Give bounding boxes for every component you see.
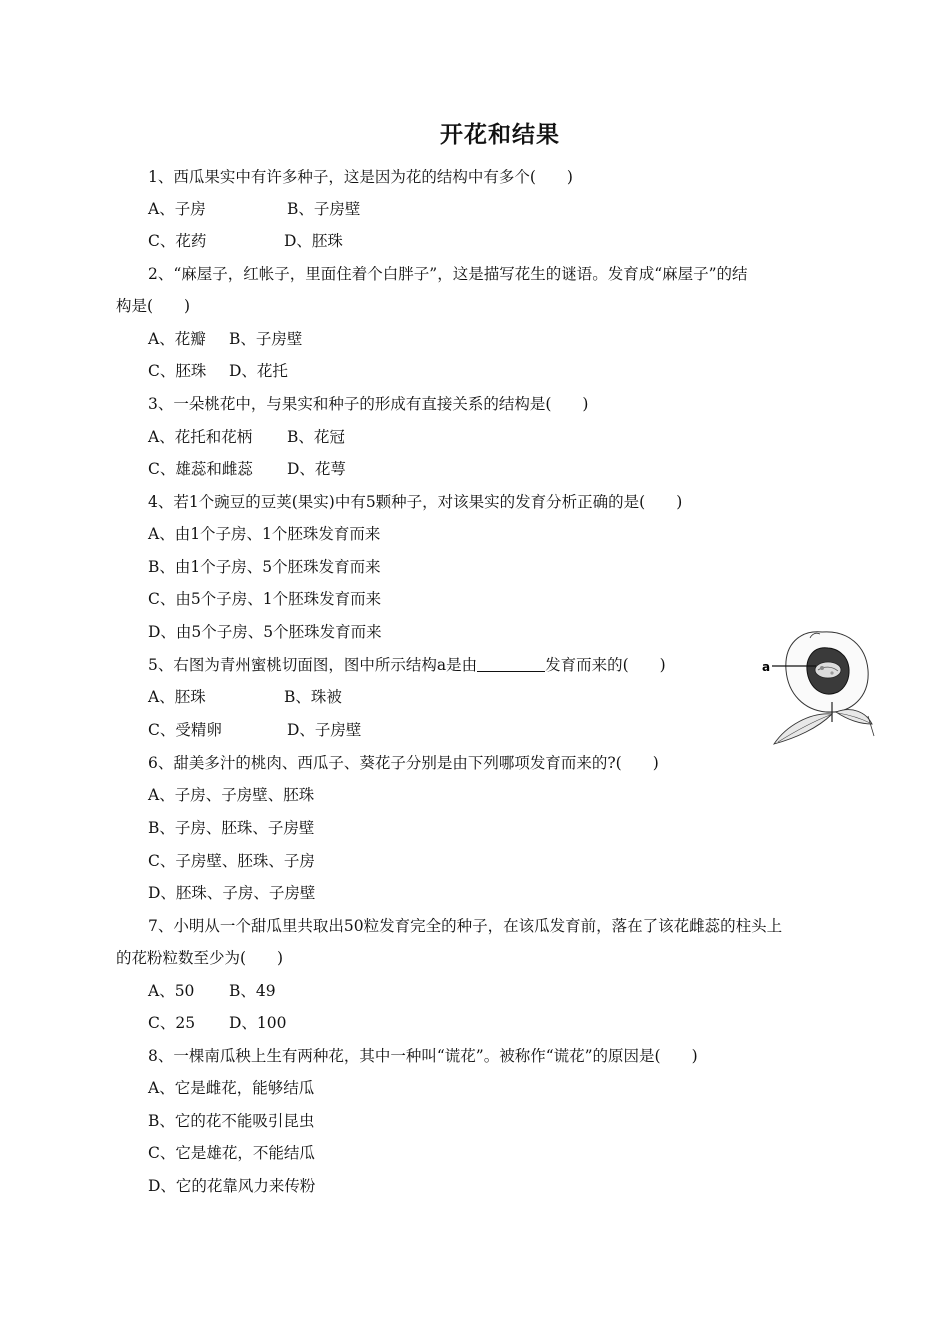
question-7-stem: 7、小明从一个甜瓜里共取出50粒发育完全的种子，在该瓜发育前，落在了该花雌蕊的柱头上 — [148, 917, 783, 935]
option-c: C、受精卵 — [148, 721, 222, 739]
question-5-options-cd — [148, 720, 361, 740]
option-b: B、子房壁 — [229, 330, 303, 348]
question-3-options-ab — [148, 427, 345, 447]
option-d: D、子房壁 — [287, 721, 362, 739]
question-6-stem: 6、甜美多汁的桃肉、西瓜子、葵花子分别是由下列哪项发育而来的?( ) — [148, 754, 659, 772]
question-1-options-cd — [148, 231, 343, 251]
figure-label-a: a — [762, 660, 771, 674]
option-b: B、子房壁 — [287, 200, 361, 218]
question-3-options-cd — [148, 459, 346, 479]
answer-blank — [477, 657, 545, 672]
question-8-stem: 8、一棵南瓜秧上生有两种花，其中一种叫“谎花”。被称作“谎花”的原因是( ) — [148, 1047, 698, 1065]
question-7-stem-cont: 的花粉粒数至少为( ) — [116, 949, 284, 967]
question-1-options-ab — [148, 199, 360, 219]
question-5-stem-pre: 5、右图为青州蜜桃切面图，图中所示结构a是由 — [148, 656, 478, 674]
question-5-stem — [148, 655, 666, 675]
option-a: A、它是雌花，能够结瓜 — [148, 1079, 315, 1097]
question-2-stem-cont: 构是( ) — [116, 297, 191, 315]
question-1-stem: 1、西瓜果实中有许多种子，这是因为花的结构中有多个( ) — [148, 168, 573, 186]
option-a: A、花瓣 — [148, 330, 206, 348]
option-c: C、由5个子房、1个胚珠发育而来 — [148, 590, 382, 608]
question-2-options-cd — [148, 361, 288, 381]
option-c: C、子房壁、胚珠、子房 — [148, 852, 315, 870]
question-7-options-cd — [148, 1013, 287, 1033]
question-3-stem: 3、一朵桃花中，与果实和种子的形成有直接关系的结构是( ) — [148, 395, 589, 413]
option-a: A、由1个子房、1个胚珠发育而来 — [148, 525, 381, 543]
option-d: D、花萼 — [287, 460, 346, 478]
option-d: D、胚珠 — [284, 232, 343, 250]
option-a: A、胚珠 — [148, 688, 206, 706]
question-2-options-ab — [148, 329, 302, 349]
option-d: D、它的花靠风力来传粉 — [148, 1177, 316, 1195]
option-a: A、花托和花柄 — [148, 428, 253, 446]
option-c: C、胚珠 — [148, 362, 207, 380]
option-a: A、子房 — [148, 200, 206, 218]
question-5-options-ab — [148, 687, 342, 707]
question-5-stem-post: 发育而来的( ) — [545, 656, 666, 674]
option-b: B、49 — [229, 982, 276, 1000]
peach-cross-section-figure — [760, 626, 882, 748]
option-b: B、由1个子房、5个胚珠发育而来 — [148, 558, 381, 576]
option-b: B、花冠 — [287, 428, 345, 446]
question-7-options-ab — [148, 981, 276, 1001]
option-c: C、雄蕊和雌蕊 — [148, 460, 253, 478]
option-b: B、珠被 — [284, 688, 342, 706]
option-c: C、花药 — [148, 232, 207, 250]
option-d: D、胚珠、子房、子房壁 — [148, 884, 316, 902]
question-4-stem: 4、若1个豌豆的豆荚(果实)中有5颗种子，对该果实的发育分析正确的是( ) — [148, 493, 683, 511]
option-b: B、子房、胚珠、子房壁 — [148, 819, 315, 837]
option-c: C、它是雄花，不能结瓜 — [148, 1144, 315, 1162]
option-b: B、它的花不能吸引昆虫 — [148, 1112, 315, 1130]
option-d: D、花托 — [229, 362, 288, 380]
option-c: C、25 — [148, 1014, 196, 1032]
option-a: A、子房、子房壁、胚珠 — [148, 786, 315, 804]
option-d: D、100 — [229, 1014, 287, 1032]
page-title: 开花和结果 — [440, 122, 560, 148]
option-a: A、50 — [148, 982, 195, 1000]
option-d: D、由5个子房、5个胚珠发育而来 — [148, 623, 382, 641]
question-2-stem: 2、“麻屋子，红帐子，里面住着个白胖子”，这是描写花生的谜语。发育成“麻屋子”的结 — [148, 265, 748, 283]
